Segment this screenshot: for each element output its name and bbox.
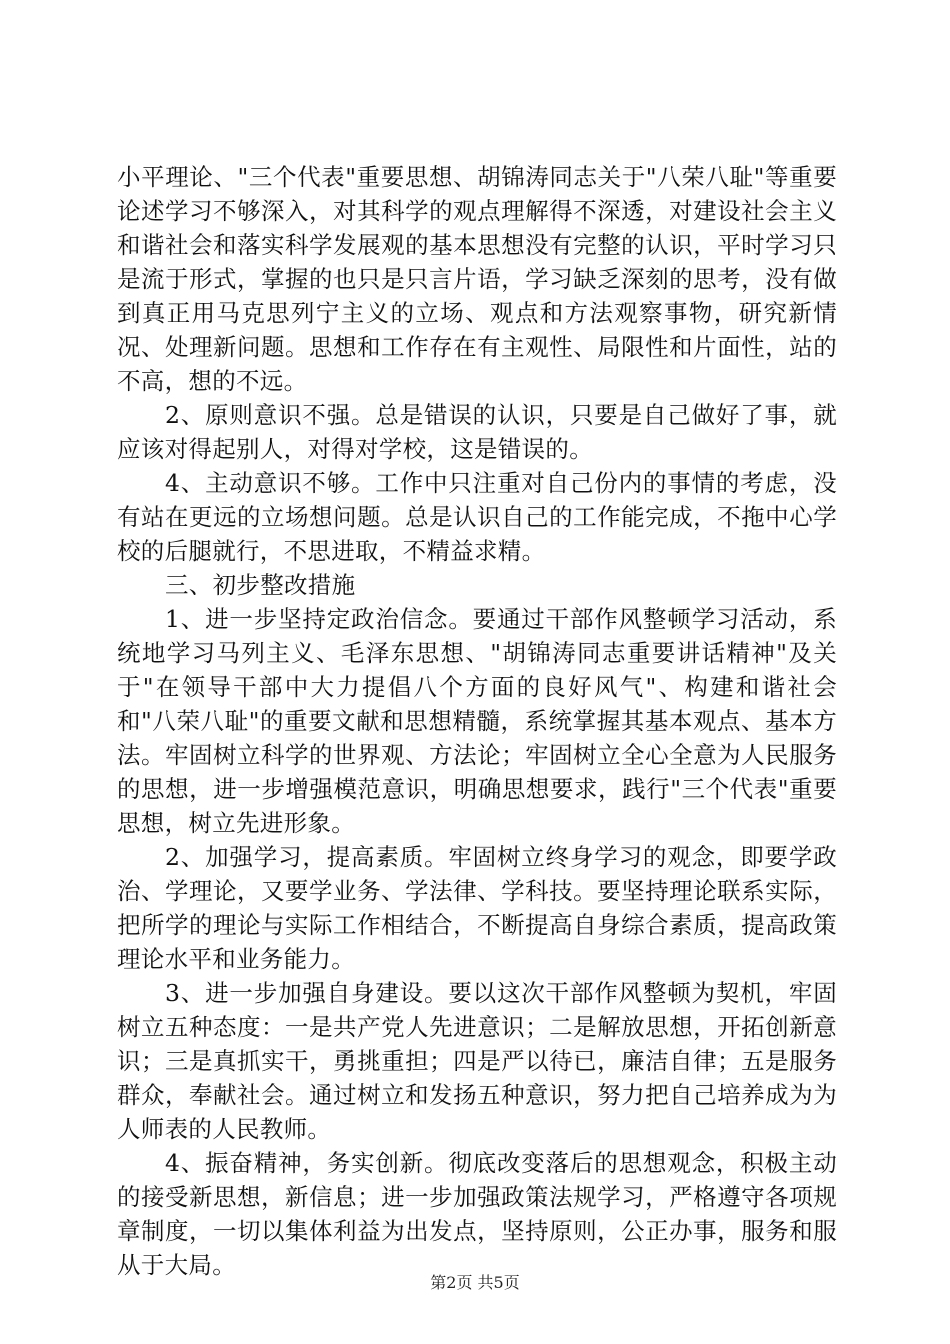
- paragraph-7: 3、进一步加强自身建设。要以这次干部作风整顿为契机，牢固树立五种态度：一是共产党人先进意识；二是解放思想，开拓创新意识；三是真抓实干，勇挑重担；四是严以待已，廉洁自律；五是服务群众，奉献社会。通过树立和发扬五种意识，努力把自己培养成为为人师表的人民教师。: [117, 979, 837, 1143]
- paragraph-3: 4、主动意识不够。工作中只注重对自己份内的事情的考虑，没有站在更远的立场想问题。总是认识自己的工作能完成，不拖中心学校的后腿就行，不思进取，不精益求精。: [117, 469, 837, 565]
- page-footer: 第2页 共5页: [430, 1273, 520, 1292]
- section-heading: 三、初步整改措施: [165, 571, 356, 599]
- paragraph-8: 4、振奋精神，务实创新。彻底改变落后的思想观念，积极主动的接受新思想，新信息；进一步加强政策法规学习，严格遵守各项规章制度，一切以集体利益为出发点，坚持原则，公正办事，服务和服从于大局。: [117, 1149, 837, 1279]
- paragraph-2: 2、原则意识不强。总是错误的认识，只要是自己做好了事，就应该对得起别人，对得对学校，这是错误的。: [117, 401, 837, 463]
- paragraph-1: 小平理论、"三个代表"重要思想、胡锦涛同志关于"八荣八耻"等重要论述学习不够深入，对其科学的观点理解得不深透，对建设社会主义和谐社会和落实科学发展观的基本思想没有完整的认识，平时学习只是流于形式，掌握的也只是只言片语，学习缺乏深刻的思考，没有做到真正用马克思列宁主义的立场、观点和方法观察事物，研究新情况、处理新问题。思想和工作存在有主观性、局限性和片面性，站的不高，想的不远。: [117, 163, 837, 395]
- paragraph-5: 1、进一步坚持定政治信念。要通过干部作风整顿学习活动，系统地学习马列主义、毛泽东思想、"胡锦涛同志重要讲话精神"及关于"在领导干部中大力提倡八个方面的良好风气"、构建和谐社会和"八荣八耻"的重要文献和思想精髓，系统掌握其基本观点、基本方法。牢固树立科学的世界观、方法论；牢固树立全心全意为人民服务的思想，进一步增强模范意识，明确思想要求，践行"三个代表"重要思想，树立先进形象。: [117, 605, 837, 837]
- document-body: [117, 160, 837, 1282]
- paragraph-6: 2、加强学习，提高素质。牢固树立终身学习的观念，即要学政治、学理论，又要学业务、学法律、学科技。要坚持理论联系实际，把所学的理论与实际工作相结合，不断提高自身综合素质，提高政策理论水平和业务能力。: [117, 843, 837, 973]
